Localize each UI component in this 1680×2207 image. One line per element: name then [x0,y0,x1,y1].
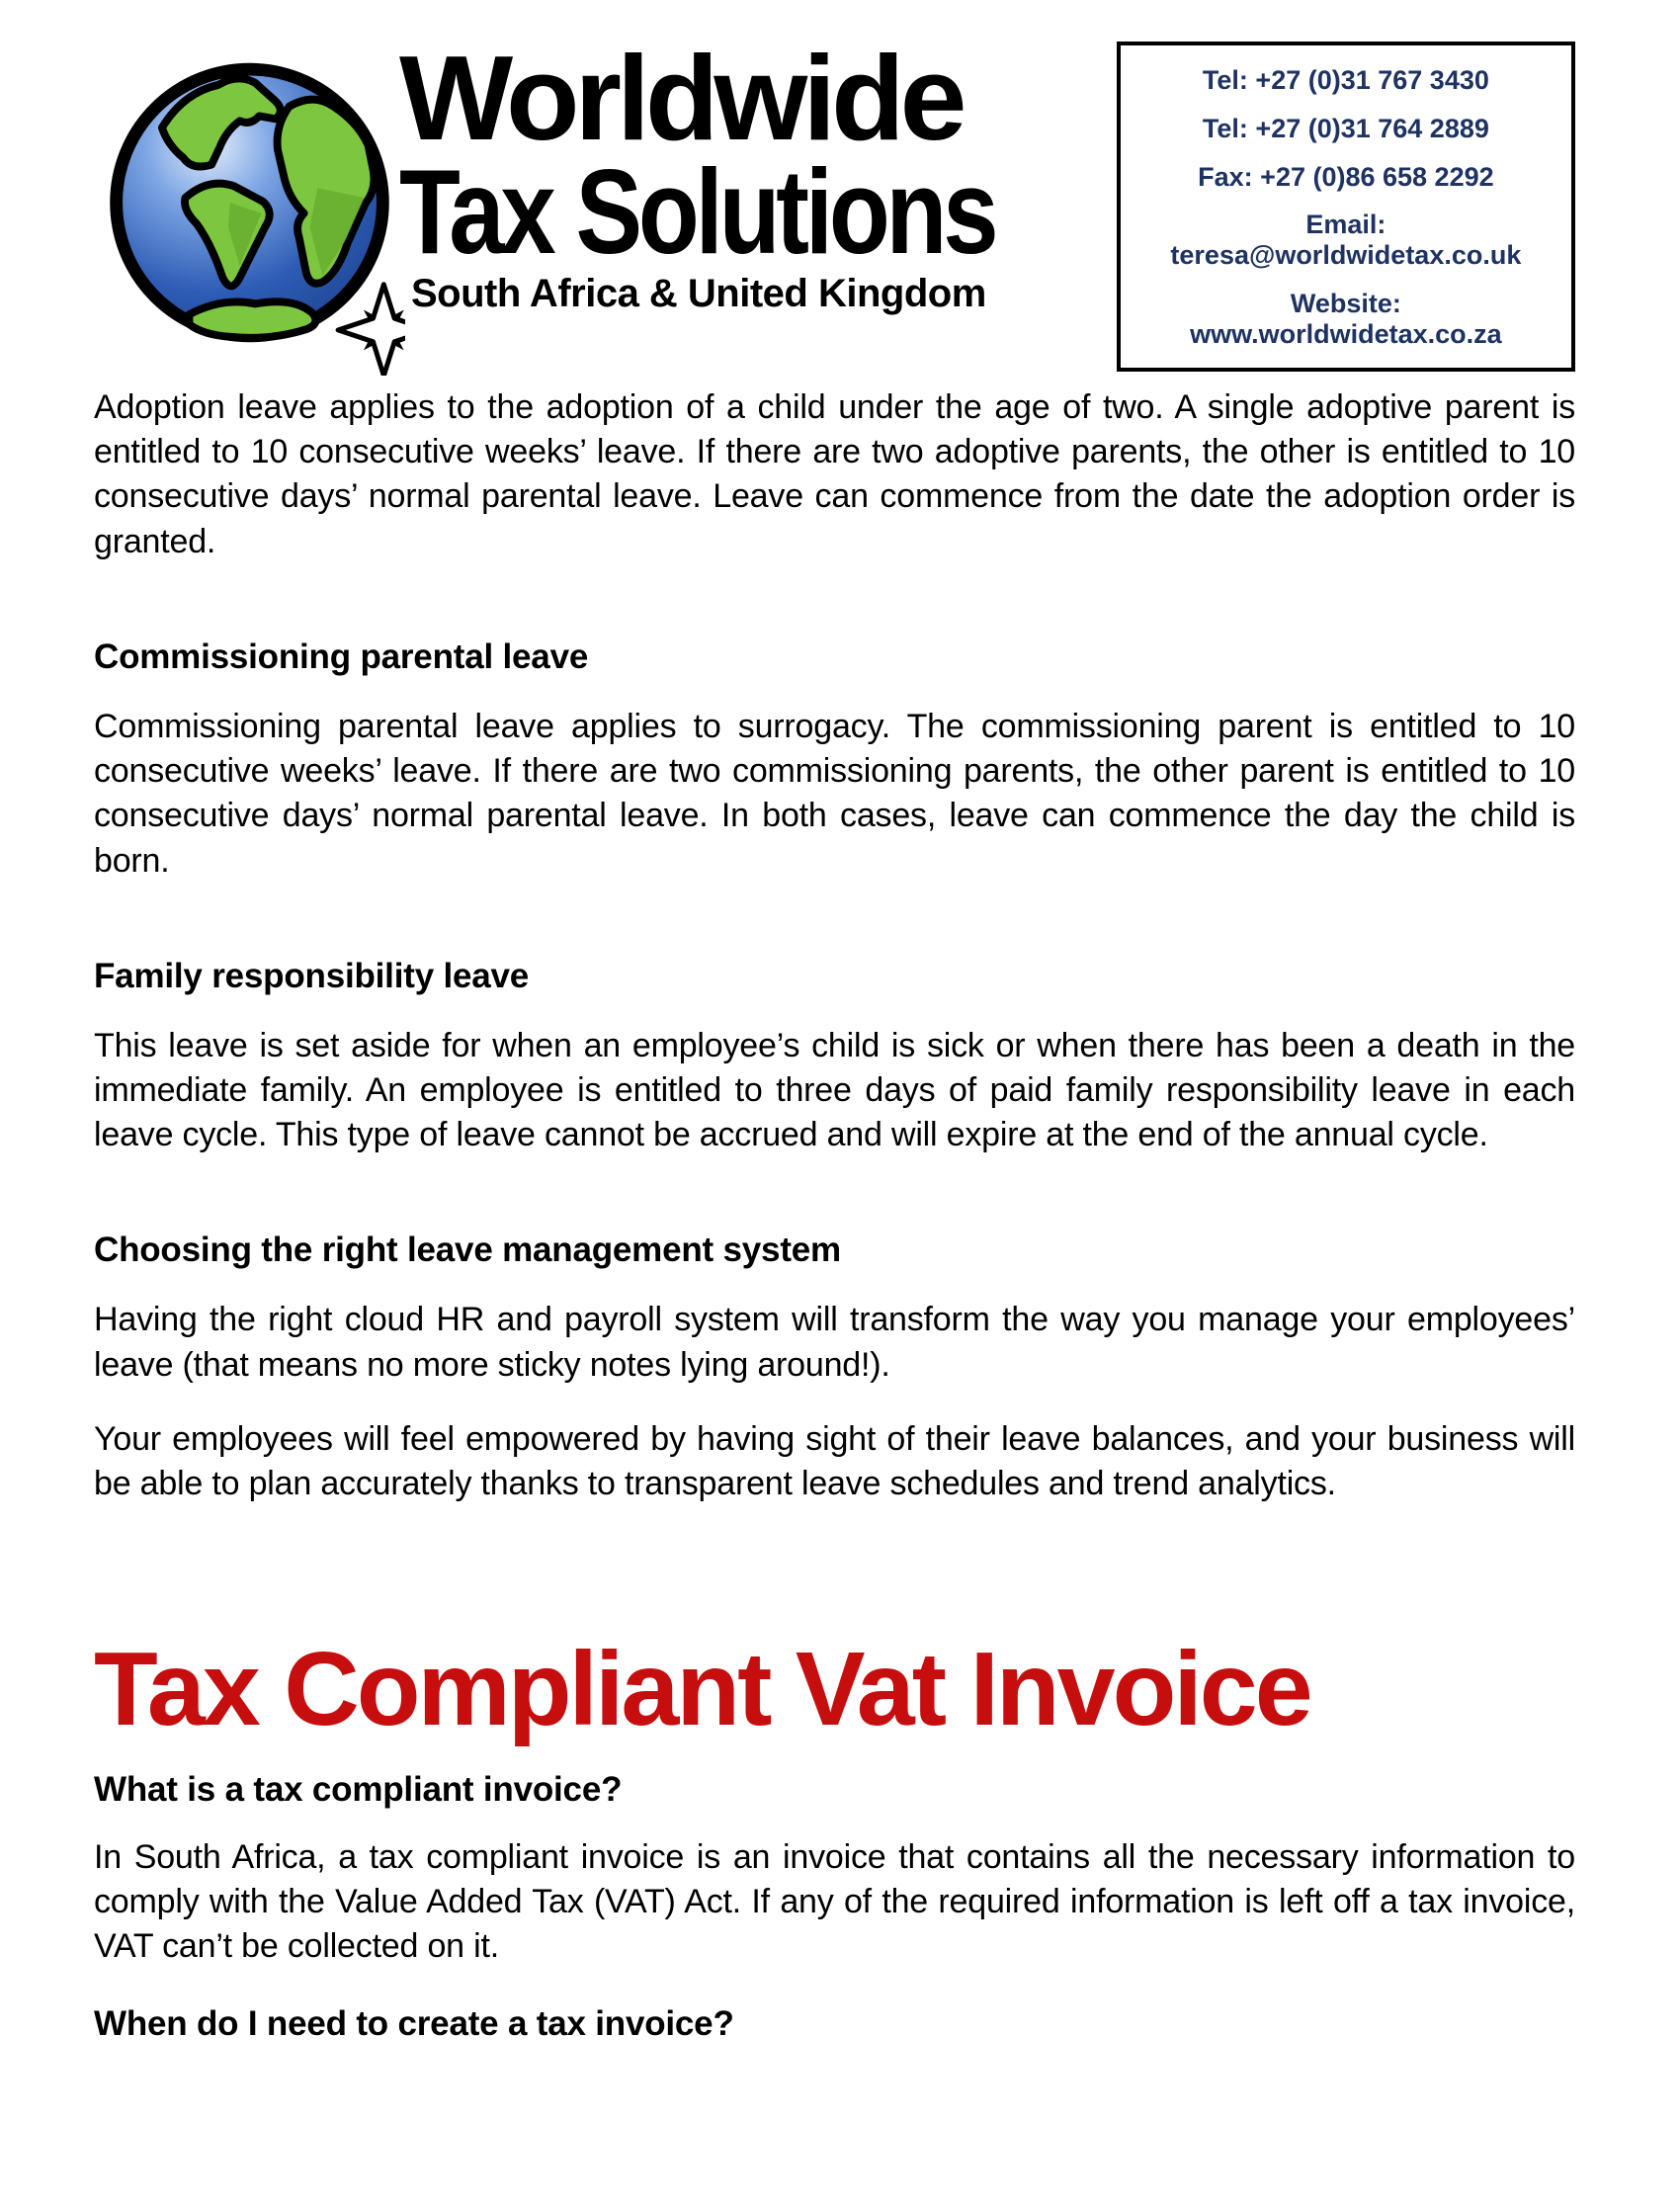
paragraph-leave-management-2: Your employees will feel empowered by having sight of their leave balances, and your business will be able to plan accurately thanks to transparent leave schedules and trend analytics. [94,1419,1575,1503]
logo-wordmark [399,30,1117,316]
heading-what-is-tax-compliant-invoice: What is a tax compliant invoice? [94,1769,623,1809]
heading-leave-management-system: Choosing the right leave management system [94,1231,841,1270]
document-body [94,385,1575,2044]
contact-fax: Fax: +27 (0)86 658 2292 [1198,161,1494,192]
paragraph-adoption-leave: Adoption leave applies to the adoption of a child under the age of two. A single adoptive parent is entitled to 10 consecutive weeks’ leave. If there are two adoptive parents, the other is entitled to 10 consecutive days’ normal parental leave. Leave can commence from the date the adoption order is granted. [94,388,1575,560]
contact-tel-2: Tel: +27 (0)31 764 2889 [1202,113,1489,143]
contact-info-box [1117,42,1575,372]
company-logo [94,30,1117,376]
logo-line-tax-solutions: Tax Solutions [399,143,995,279]
heading-when-create-tax-invoice: When do I need to create a tax invoice? [94,2004,734,2044]
logo-tagline: South Africa & United Kingdom [411,272,986,316]
contact-email: Email: teresa@worldwidetax.co.uk [1170,210,1522,271]
paragraph-tax-compliant-invoice: In South Africa, a tax compliant invoice is an invoice that contains all the necessary information to comply with the Value Added Tax (VAT) Act. If any of the required information is left off a tax invoice, VAT can’t be collected on it. [94,1837,1575,1966]
globe-icon [94,30,405,376]
paragraph-commissioning-parental-leave: Commissioning parental leave applies to surrogacy. The commissioning parent is entitled to 10 consecutive weeks’ leave. If there are two commissioning parents, the other parent is entitled to 10 consecutive days’ normal parental leave. In both cases, leave can commence the day the child is born. [94,707,1575,880]
logo-line-worldwide: Worldwide [399,31,963,165]
heading-commissioning-parental-leave: Commissioning parental leave [94,637,589,676]
contact-tel-1: Tel: +27 (0)31 767 3430 [1202,65,1489,95]
page-title-tax-compliant-vat-invoice: Tax Compliant Vat Invoice [94,1631,1310,1748]
page-header [94,30,1575,385]
paragraph-family-responsibility-leave: This leave is set aside for when an employee’s child is sick or when there has been a death in the immediate family. An employee is entitled to three days of paid family responsibility leave in each leave cycle. This type of leave cannot be accrued and will expire at the end of the annual cycle. [94,1026,1575,1154]
contact-website: Website: www.worldwidetax.co.za [1190,289,1502,349]
paragraph-leave-management-1: Having the right cloud HR and payroll system will transform the way you manage your employees’ leave (that means no more sticky notes lying around!). [94,1301,1575,1384]
heading-family-responsibility-leave: Family responsibility leave [94,956,530,995]
